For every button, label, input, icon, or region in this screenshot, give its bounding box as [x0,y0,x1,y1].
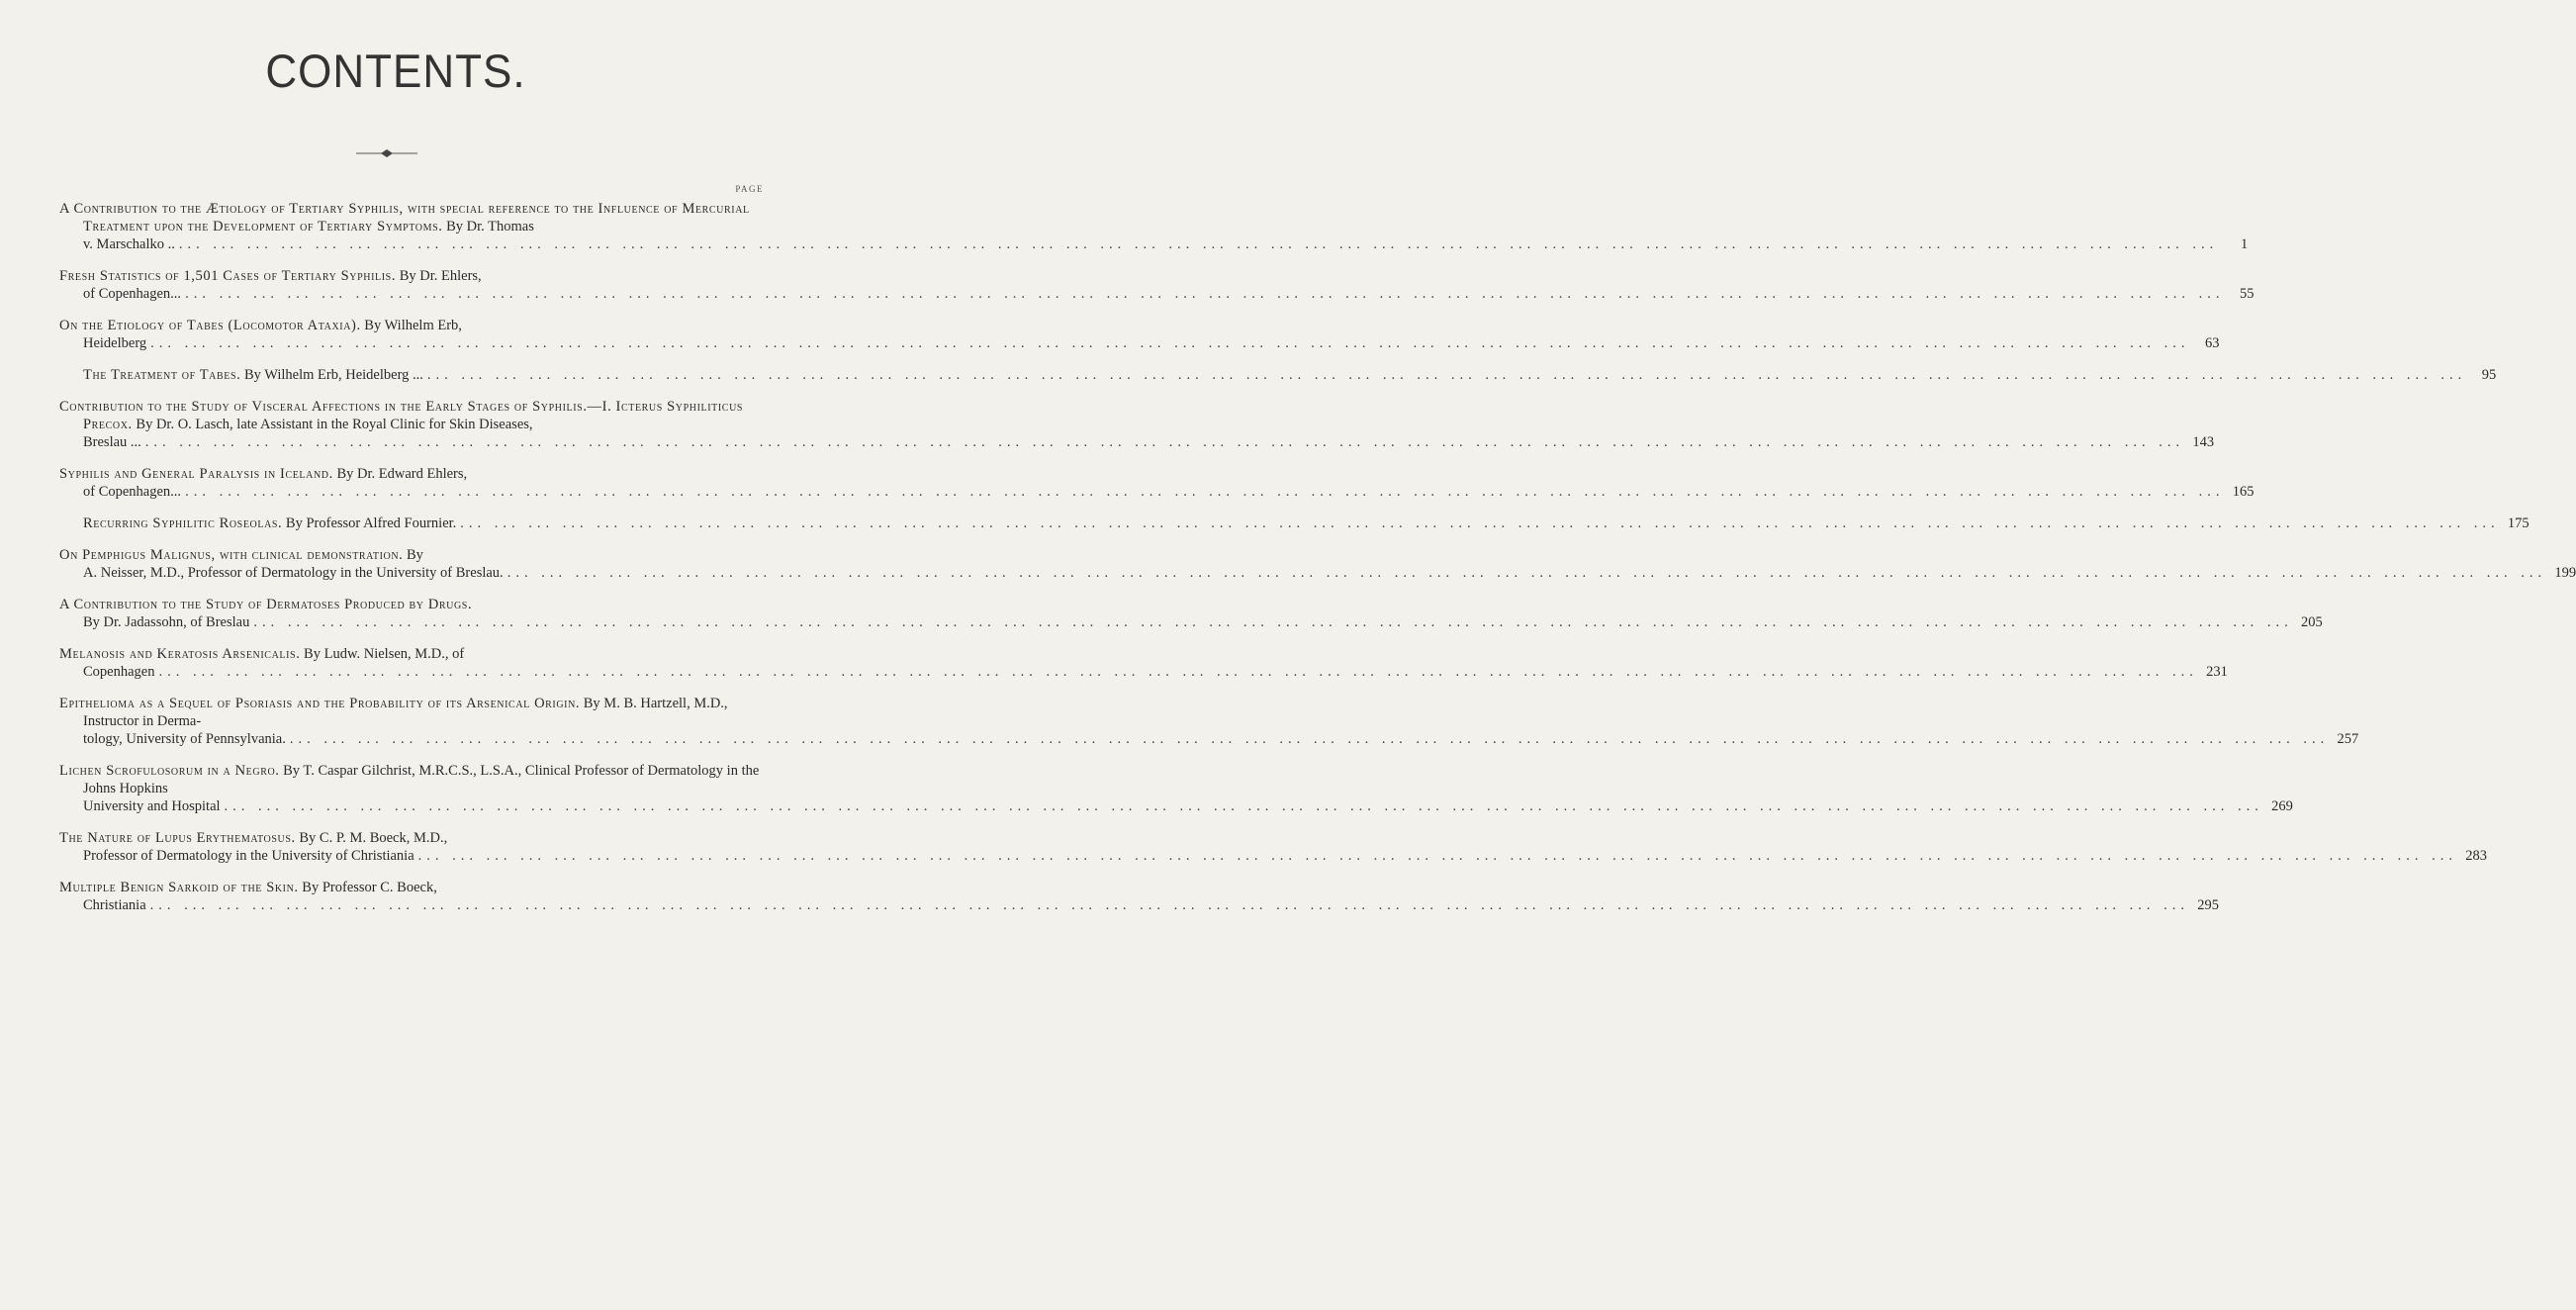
entry-title: Melanosis and Keratosis Arsenicalis. [59,646,301,662]
entry-text [59,367,423,383]
entry-author: By Dr. Ehlers, [399,268,482,284]
entry-text [59,879,768,896]
entry-page-number: 1 [2241,236,2249,252]
entry-page-number: 95 [2481,367,2497,383]
leader-dots: ... ... ... ... ... ... ... ... ... ... ... ... ... ... ... ... ... ... ... ... ... ... ... ... ... ... ... ... ... ... ... ... ... ... ... ... ... ... ... ... ... ... ... ... ... ... ... ... ... ... ... ... ... ... ... ... ... ... ... ... [506,565,2547,581]
entry-page-number: 257 [2337,731,2359,747]
entry-text [59,645,768,663]
entry-page-row [59,483,2254,501]
leader-dots: ... ... ... ... ... ... ... ... ... ... ... ... ... ... ... ... ... ... ... ... ... ... ... ... ... ... ... ... ... ... ... ... ... ... ... ... ... ... ... ... ... ... ... ... ... ... ... ... ... ... ... ... ... ... ... ... ... ... ... ... [185,286,2225,302]
entry-page-row [59,663,2228,681]
leader-dots: ... ... ... ... ... ... ... ... ... ... ... ... ... ... ... ... ... ... ... ... ... ... ... ... ... ... ... ... ... ... ... ... ... ... ... ... ... ... ... ... ... ... ... ... ... ... ... ... ... ... ... ... ... ... ... ... ... ... ... ... [178,236,2219,252]
entry-text [59,317,768,334]
entry-text [59,695,768,730]
entry-title: Contribution to the Study of Visceral Affections in the Early Stages of Syphilis.—I. Icterus Syphiliticus Precox. [59,399,744,432]
leader-dots: ... ... ... ... ... ... ... ... ... ... ... ... ... ... ... ... ... ... ... ... ... ... ... ... ... ... ... ... ... ... ... ... ... ... ... ... ... ... ... ... ... ... ... ... ... ... ... ... ... ... ... ... ... ... ... ... ... ... ... ... [253,614,2293,630]
entry-author-tail: Copenhagen [83,664,155,680]
entry-text [59,398,768,433]
entry-author-tail: A. Neisser, M.D., Professor of Dermatology in the University of Breslau. [83,565,504,581]
entry-text [59,267,768,285]
entry-title: Epithelioma as a Sequel of Psoriasis and the Probability of its Arsenical Origin. [59,696,581,711]
entry-page-row [59,896,2220,914]
entry-page-number: 205 [2300,614,2323,630]
entry-title: On the Etiology of Tabes (Locomotor Ataxia). [59,318,361,333]
entry-author: By Ludw. Nielsen, M.D., of [304,646,465,662]
entry-text [59,515,456,531]
entry-text [59,762,768,797]
contents-entry [59,695,2359,748]
entry-page-number: 283 [2465,848,2488,864]
entry-author-tail: By Dr. Jadassohn, of Breslau [83,614,250,630]
contents-entry [59,596,2323,631]
entry-page-number: 231 [2206,664,2228,680]
entry-page-number: 55 [2239,286,2254,302]
leader-dots: ... ... ... ... ... ... ... ... ... ... ... ... ... ... ... ... ... ... ... ... ... ... ... ... ... ... ... ... ... ... ... ... ... ... ... ... ... ... ... ... ... ... ... ... ... ... ... ... ... ... ... ... ... ... ... ... ... ... ... ... [185,484,2225,500]
entry-author-tail: Heidelberg [83,335,147,351]
page-title: CONTENTS. [265,46,526,98]
entry-author-tail: of Copenhagen... [83,484,182,500]
leader-dots: ... ... ... ... ... ... ... ... ... ... ... ... ... ... ... ... ... ... ... ... ... ... ... ... ... ... ... ... ... ... ... ... ... ... ... ... ... ... ... ... ... ... ... ... ... ... ... ... ... ... ... ... ... ... ... ... ... ... ... ... [289,731,2330,747]
entry-page-row [59,847,2488,865]
entry-author-tail: Christiania [83,897,146,913]
contents-entry [59,762,2293,815]
entry-author-tail: v. Marschalko .. [83,236,175,252]
entry-page-number: 175 [2507,515,2530,531]
entry-author-tail: University and Hospital [83,798,221,814]
entry-author: By [407,547,423,563]
contents-entry [59,398,2215,451]
leader-dots: ... ... ... ... ... ... ... ... ... ... ... ... ... ... ... ... ... ... ... ... ... ... ... ... ... ... ... ... ... ... ... ... ... ... ... ... ... ... ... ... ... ... ... ... ... ... ... ... ... ... ... ... ... ... ... ... ... ... ... ... [150,335,2190,351]
entry-author: By Dr. Thomas [446,219,534,234]
entry-author-tail: Professor of Dermatology in the University of Christiania [83,848,414,864]
entry-page-row [59,797,2293,815]
leader-dots: ... ... ... ... ... ... ... ... ... ... ... ... ... ... ... ... ... ... ... ... ... ... ... ... ... ... ... ... ... ... ... ... ... ... ... ... ... ... ... ... ... ... ... ... ... ... ... ... ... ... ... ... ... ... ... ... ... ... ... ... [460,515,2500,531]
contents-entry [59,366,2497,384]
entry-title: A Contribution to the Study of Dermatoses Produced by Drugs. [59,597,473,612]
contents-entry [59,267,2254,303]
entry-title: Fresh Statistics of 1,501 Cases of Tertiary Syphilis. [59,268,397,284]
contents-list [59,200,2576,928]
entry-page-row [59,564,2576,582]
contents-entry [59,645,2228,681]
entry-author: By M. B. Hartzell, M.D., Instructor in Derma- [83,696,728,729]
entry-page-row [59,613,2323,631]
entry-page-number: 63 [2205,335,2220,351]
leader-dots: ... ... ... ... ... ... ... ... ... ... ... ... ... ... ... ... ... ... ... ... ... ... ... ... ... ... ... ... ... ... ... ... ... ... ... ... ... ... ... ... ... ... ... ... ... ... ... ... ... ... ... ... ... ... ... ... ... ... ... ... [224,798,2263,814]
contents-entry [59,465,2254,501]
ornamental-rule-icon [356,146,417,160]
leader-dots: ... ... ... ... ... ... ... ... ... ... ... ... ... ... ... ... ... ... ... ... ... ... ... ... ... ... ... ... ... ... ... ... ... ... ... ... ... ... ... ... ... ... ... ... ... ... ... ... ... ... ... ... ... ... ... ... ... ... ... ... [426,367,2467,383]
entry-text [59,829,768,847]
entry-author-tail: of Copenhagen... [83,286,182,302]
contents-entry [59,879,2220,914]
entry-text [59,200,768,235]
entry-author-tail: Breslau ... [83,434,141,450]
entry-page-row [59,334,2220,352]
entry-author: By Professor C. Boeck, [302,880,437,895]
entry-page-number: 199 [2554,565,2576,581]
entry-page-number: 295 [2197,897,2220,913]
entry-title: The Nature of Lupus Erythematosus. [59,830,296,846]
entry-page-row [59,235,2249,253]
entry-author: By Wilhelm Erb, [364,318,462,333]
entry-title: The Treatment of Tabes. [83,367,241,383]
page-column-label: PAGE [735,184,764,194]
contents-entry [59,515,2530,532]
entry-author: By Dr. O. Lasch, late Assistant in the Royal Clinic for Skin Diseases, [136,417,533,432]
leader-dots: ... ... ... ... ... ... ... ... ... ... ... ... ... ... ... ... ... ... ... ... ... ... ... ... ... ... ... ... ... ... ... ... ... ... ... ... ... ... ... ... ... ... ... ... ... ... ... ... ... ... ... ... ... ... ... ... ... ... ... ... [144,434,2185,450]
entry-title: Lichen Scrofulosorum in a Negro. [59,763,280,779]
entry-author: By T. Caspar Gilchrist, M.R.C.S., L.S.A., Clinical Professor of Dermatology in the Johns Hopkins [83,763,760,796]
entry-author: By Wilhelm Erb, Heidelberg ... [243,367,423,383]
entry-text [59,546,768,564]
contents-entry [59,200,2249,253]
contents-entry [59,546,2576,582]
entry-title: Multiple Benign Sarkoid of the Skin. [59,880,299,895]
entry-page-number: 165 [2232,484,2254,500]
entry-page-number: 269 [2271,798,2293,814]
entry-page-number: 143 [2192,434,2215,450]
entry-title: Recurring Syphilitic Roseolas. [83,515,283,531]
entry-title: A Contribution to the Ætiology of Tertiary Syphilis, with special reference to the Influence of Mercurial Treatment upon the Development of Tertiary Symptoms. [59,201,750,234]
contents-entry [59,317,2220,352]
entry-author: By Professor Alfred Fournier. [285,515,457,531]
entry-page-row [59,285,2254,303]
entry-title: Syphilis and General Paralysis in Iceland. [59,466,333,482]
entry-author: By C. P. M. Boeck, M.D., [299,830,448,846]
entry-text [59,596,768,613]
leader-dots: ... ... ... ... ... ... ... ... ... ... ... ... ... ... ... ... ... ... ... ... ... ... ... ... ... ... ... ... ... ... ... ... ... ... ... ... ... ... ... ... ... ... ... ... ... ... ... ... ... ... ... ... ... ... ... ... ... ... ... ... [417,848,2458,864]
entry-author-tail: tology, University of Pennsylvania. [83,731,286,747]
contents-entry [59,829,2488,865]
entry-text [59,465,768,483]
entry-author: By Dr. Edward Ehlers, [336,466,468,482]
entry-page-row [59,433,2215,451]
entry-page-row [59,730,2359,748]
leader-dots: ... ... ... ... ... ... ... ... ... ... ... ... ... ... ... ... ... ... ... ... ... ... ... ... ... ... ... ... ... ... ... ... ... ... ... ... ... ... ... ... ... ... ... ... ... ... ... ... ... ... ... ... ... ... ... ... ... ... ... ... [149,897,2190,913]
entry-title: On Pemphigus Malignus, with clinical demonstration. [59,547,404,563]
leader-dots: ... ... ... ... ... ... ... ... ... ... ... ... ... ... ... ... ... ... ... ... ... ... ... ... ... ... ... ... ... ... ... ... ... ... ... ... ... ... ... ... ... ... ... ... ... ... ... ... ... ... ... ... ... ... ... ... ... ... ... ... [158,664,2198,680]
